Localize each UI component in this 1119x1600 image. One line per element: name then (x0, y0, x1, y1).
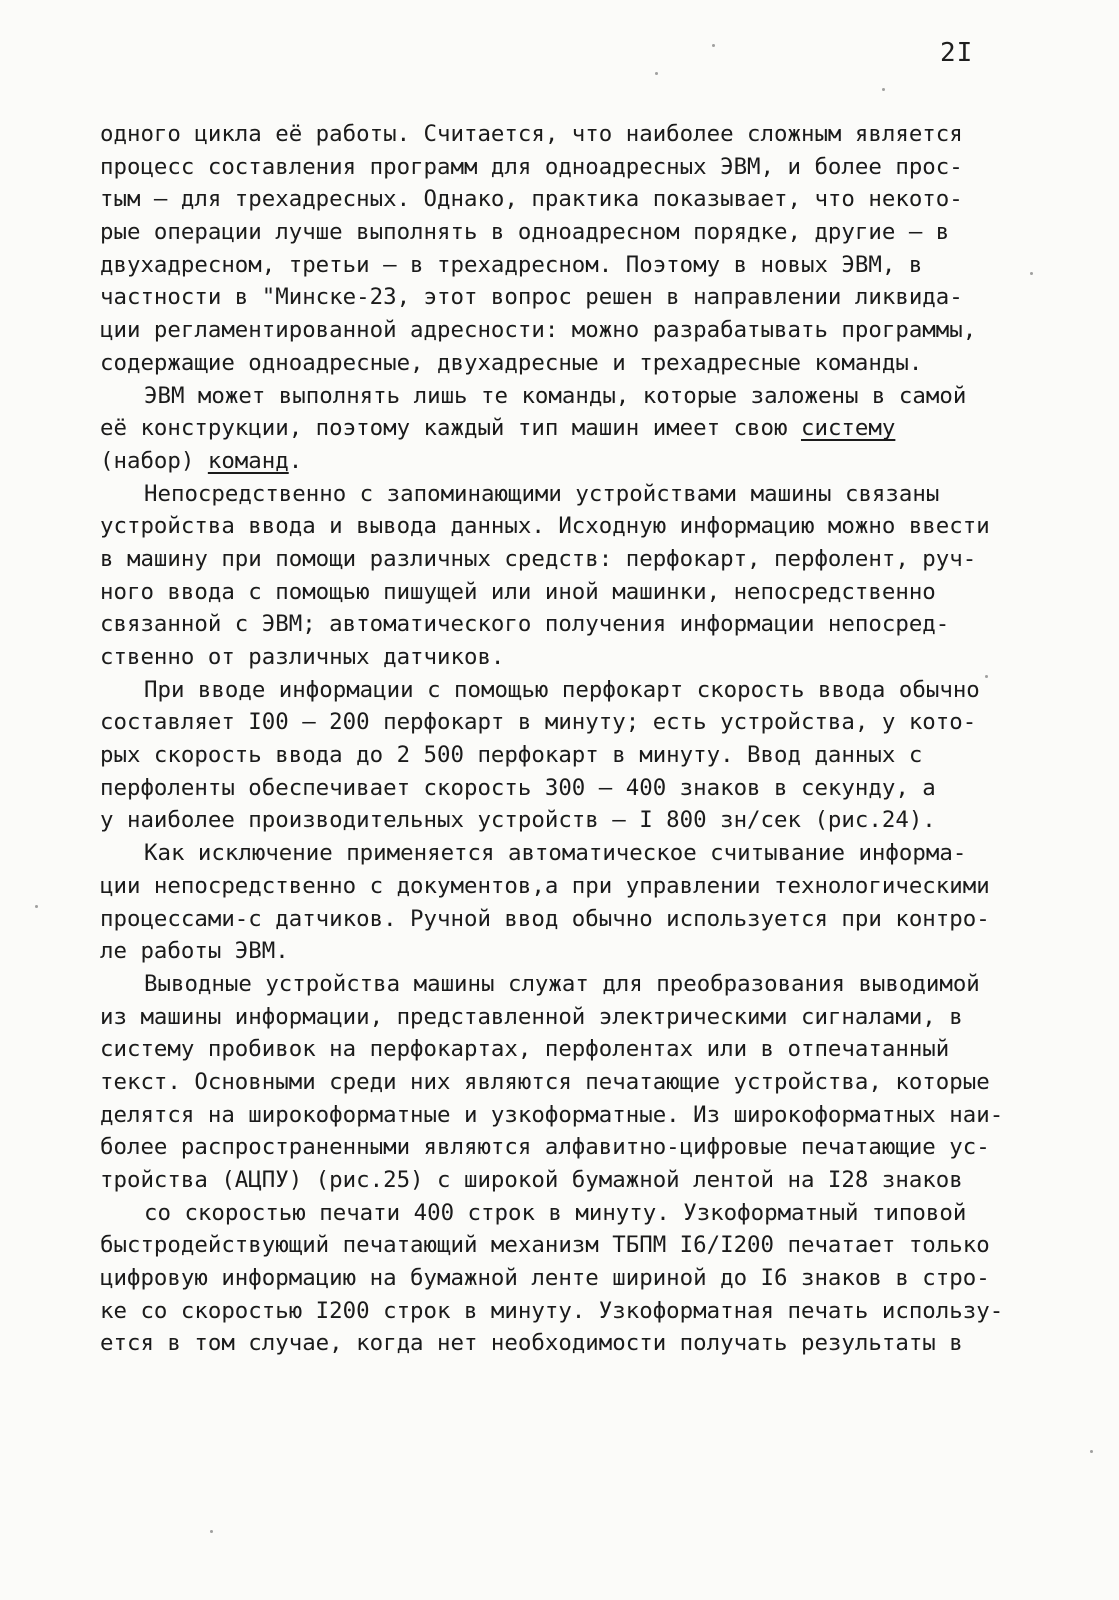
text-line (100, 445, 1015, 478)
text-line: тройства (АЦПУ) (рис.25) с широкой бумажной лентой на I28 знаков (100, 1167, 963, 1193)
text-line: быстродействующий печатающий механизм ТБПМ I6/I200 печатает только (100, 1232, 990, 1259)
scan-speck (1090, 1450, 1093, 1453)
text-line: в машину при помощи различных средств: перфокарт, перфолент, руч- (100, 545, 977, 572)
scan-speck (1030, 272, 1033, 275)
text-line: систему пробивок на перфокартах, перфолентах или в отпечатанный (100, 1036, 950, 1063)
scan-speck (882, 88, 885, 91)
text-segment: её конструкции, поэтому каждый тип машин имеет свою (100, 415, 801, 442)
text-line: содержащие одноадресные, двухадресные и трехадресные команды. (100, 349, 923, 376)
underlined-term: команд (207, 447, 289, 474)
text-line: ЭВМ может выполнять лишь те команды, которые заложены в самой (144, 382, 967, 409)
paragraph-1 (100, 118, 1015, 380)
text-line: рых скорость ввода до 2 500 перфокарт в минуту. Ввод данных с (100, 742, 923, 769)
text-line: ле работы ЭВМ. (100, 938, 289, 965)
text-line: перфоленты обеспечивает скорость 300 – 400 знаков в секунду, а (100, 774, 936, 801)
text-line: Непосредственно с запоминающими устройствами машины связаны (144, 480, 940, 507)
text-line: из машины информации, представленной электрическими сигналами, в (100, 1003, 963, 1030)
paragraph-2 (100, 380, 1015, 478)
text-line: ке со скоростью I200 строк в минуту. Узкоформатная печать использу- (100, 1297, 1004, 1324)
text-line: При вводе информации с помощью перфокарт скорость ввода обычно (144, 676, 980, 703)
text-line: связанной с ЭВМ; автоматического получения информации непосред- (100, 611, 950, 638)
text-line: цифровую информацию на бумажной ленте шириной до I6 знаков в стро- (100, 1265, 990, 1292)
text-line: у наиболее производительных устройств – I 800 зн/сек (рис.24). (100, 807, 936, 834)
text-line: рые операции лучше выполнять в одноадресном порядке, другие – в (100, 219, 950, 246)
text-line: со скоростью печати 400 строк в минуту. Узкоформатный типовой (144, 1199, 967, 1226)
paragraph-4 (100, 674, 1015, 837)
scan-speck (655, 72, 658, 75)
text-line: двухадресном, третьи – в трехадресном. Поэтому в новых ЭВМ, в (100, 251, 923, 278)
text-line: делятся на широкоформатные и узкоформатные. Из широкоформатных наи- (100, 1101, 1004, 1128)
text-line: ции непосредственно с документов,а при управлении технологическими (100, 872, 990, 899)
text-line: процессами-с датчиков. Ручной ввод обычно используется при контро- (100, 905, 990, 932)
underlined-term: систему (800, 415, 896, 442)
text-line: тым – для трехадресных. Однако, практика показывает, что некото- (100, 186, 963, 213)
paragraph-6 (100, 968, 1015, 1360)
text-line: ется в том случае, когда нет необходимости получать результаты в (100, 1330, 963, 1357)
scan-speck (35, 905, 38, 908)
scan-speck (712, 44, 715, 47)
text-line: более распространенными являются алфавитно-цифровые печатающие ус- (100, 1134, 990, 1161)
text-segment: . (288, 447, 303, 474)
text-line: Выводные устройства машины служат для преобразования выводимой (144, 970, 980, 997)
text-line: составляет I00 – 200 перфокарт в минуту; есть устройства, у кото- (100, 709, 977, 736)
text-line: ции регламентированной адресности: можно разрабатывать программы, (100, 317, 977, 344)
text-line: устройства ввода и вывода данных. Исходную информацию можно ввести (100, 513, 990, 540)
text-line: частности в "Минске-23, этот вопрос решен в направлении ликвида- (100, 284, 963, 311)
paragraph-3 (100, 478, 1015, 674)
text-line: ственно от различных датчиков. (100, 644, 505, 670)
text-segment: (набор) (100, 447, 208, 474)
body-text (100, 118, 1015, 1360)
page-number: 2I (940, 38, 974, 68)
scan-speck (985, 675, 988, 678)
text-line: ного ввода с помощью пишущей или иной машинки, непосредственно (100, 578, 936, 605)
text-line: процесс составления программ для одноадресных ЭВМ, и более прос- (100, 153, 963, 180)
text-line (100, 412, 1015, 445)
scan-speck (210, 1530, 213, 1533)
text-line: Как исключение применяется автоматическое считывание информа- (144, 840, 967, 867)
text-line: текст. Основными среди них являются печатающие устройства, которые (100, 1068, 990, 1095)
paragraph-5 (100, 837, 1015, 968)
text-line: одного цикла её работы. Считается, что наиболее сложным является (100, 121, 963, 147)
